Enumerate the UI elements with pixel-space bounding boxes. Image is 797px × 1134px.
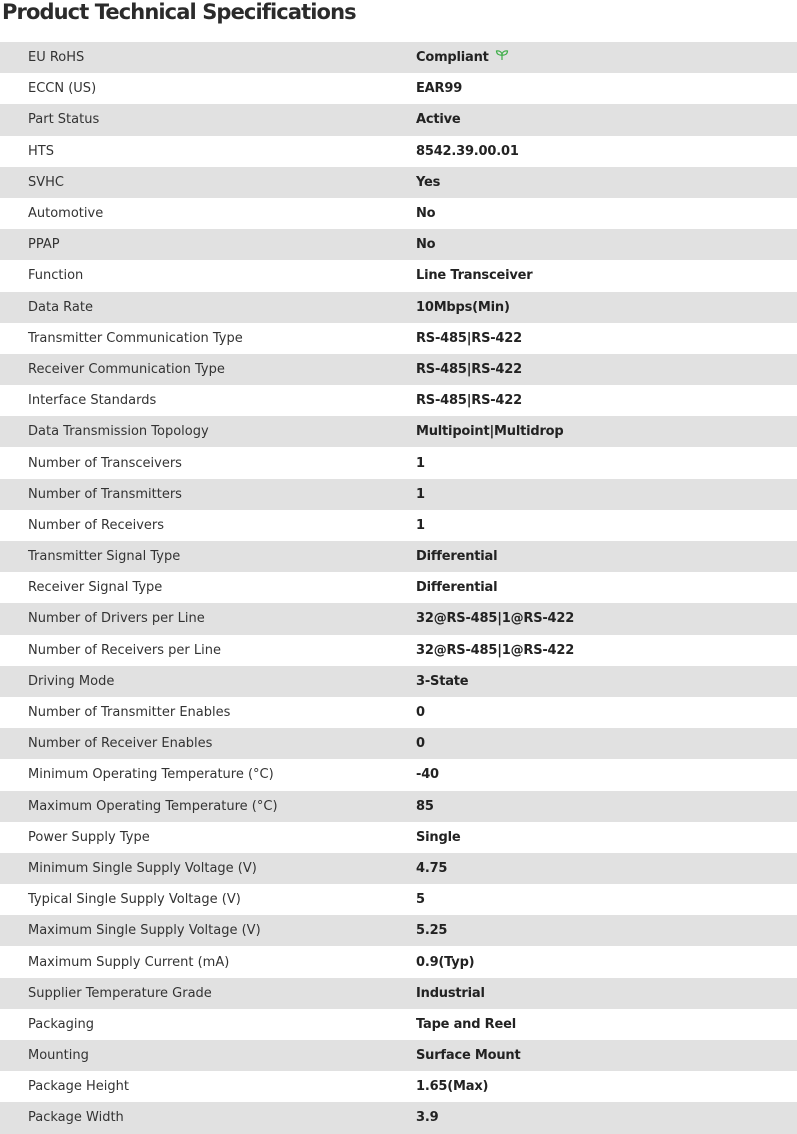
table-row <box>0 1040 797 1071</box>
spec-value-cell <box>416 884 797 915</box>
spec-value-cell <box>416 978 797 1009</box>
spec-label: Receiver Signal Type <box>28 580 163 596</box>
spec-value-cell <box>416 666 797 697</box>
table-row <box>0 510 797 541</box>
spec-value: 1 <box>416 486 425 502</box>
table-row <box>0 104 797 135</box>
spec-value: 4.75 <box>416 860 448 876</box>
table-row <box>0 635 797 666</box>
spec-value: 0 <box>416 705 425 721</box>
spec-value: Surface Mount <box>416 1048 521 1064</box>
spec-value: RS-485|RS-422 <box>416 330 522 346</box>
table-row <box>0 666 797 697</box>
spec-value-cell <box>416 73 797 104</box>
spec-value: Tape and Reel <box>416 1016 516 1032</box>
spec-value: Industrial <box>416 985 485 1001</box>
table-row <box>0 791 797 822</box>
spec-label: Transmitter Signal Type <box>28 549 181 565</box>
table-row <box>0 73 797 104</box>
spec-value-cell <box>416 853 797 884</box>
table-row <box>0 292 797 323</box>
spec-label: HTS <box>28 143 54 159</box>
spec-value-cell <box>416 447 797 478</box>
spec-label: Number of Transmitter Enables <box>28 705 231 721</box>
spec-label: Packaging <box>28 1016 94 1032</box>
table-row <box>0 42 797 73</box>
table-row <box>0 728 797 759</box>
spec-label: Package Height <box>28 1079 129 1095</box>
spec-value-cell <box>416 728 797 759</box>
spec-value: Line Transceiver <box>416 268 533 284</box>
spec-value: 5 <box>416 892 425 908</box>
spec-label: PPAP <box>28 237 60 253</box>
spec-label: Data Transmission Topology <box>28 424 209 440</box>
spec-value: RS-485|RS-422 <box>416 393 522 409</box>
spec-label: Function <box>28 268 84 284</box>
table-row <box>0 946 797 977</box>
spec-value: 85 <box>416 798 434 814</box>
table-row <box>0 697 797 728</box>
table-row <box>0 479 797 510</box>
table-row <box>0 167 797 198</box>
spec-value-cell <box>416 915 797 946</box>
spec-value: 3-State <box>416 673 469 689</box>
spec-label: Automotive <box>28 206 104 222</box>
spec-label: Maximum Supply Current (mA) <box>28 954 230 970</box>
spec-label: Receiver Communication Type <box>28 361 225 377</box>
page-title: Product Technical Specifications <box>2 0 356 24</box>
spec-value: Differential <box>416 549 498 565</box>
spec-value: 8542.39.00.01 <box>416 143 519 159</box>
spec-value: 3.9 <box>416 1110 439 1126</box>
spec-value: Differential <box>416 580 498 596</box>
table-row <box>0 229 797 260</box>
table-row <box>0 759 797 790</box>
spec-value-cell <box>416 1102 797 1133</box>
spec-value-cell <box>416 42 797 73</box>
spec-value: 1 <box>416 455 425 471</box>
spec-value-cell <box>416 479 797 510</box>
spec-label: Number of Transmitters <box>28 486 182 502</box>
spec-label: Number of Receiver Enables <box>28 736 213 752</box>
spec-value: 0 <box>416 736 425 752</box>
spec-value: Yes <box>416 174 441 190</box>
spec-value-cell <box>416 229 797 260</box>
table-row <box>0 603 797 634</box>
spec-value-cell <box>416 635 797 666</box>
spec-value-cell <box>416 136 797 167</box>
table-row <box>0 323 797 354</box>
spec-label: EU RoHS <box>28 50 85 66</box>
spec-value-cell <box>416 791 797 822</box>
spec-table-body <box>0 42 797 1134</box>
table-row <box>0 1071 797 1102</box>
table-row <box>0 354 797 385</box>
spec-value-cell <box>416 510 797 541</box>
spec-label: Number of Receivers <box>28 517 165 533</box>
table-row <box>0 541 797 572</box>
spec-value-cell <box>416 198 797 229</box>
spec-value: 32@RS-485|1@RS-422 <box>416 642 575 658</box>
table-row <box>0 572 797 603</box>
spec-value-cell <box>416 416 797 447</box>
spec-label: Interface Standards <box>28 393 157 409</box>
spec-value-cell <box>416 354 797 385</box>
table-row <box>0 884 797 915</box>
spec-value-cell <box>416 697 797 728</box>
spec-label: Power Supply Type <box>28 829 150 845</box>
spec-label: Package Width <box>28 1110 124 1126</box>
table-row <box>0 198 797 229</box>
spec-label: Transmitter Communication Type <box>28 330 243 346</box>
spec-label: Supplier Temperature Grade <box>28 985 212 1001</box>
spec-value: 5.25 <box>416 923 448 939</box>
spec-value-cell <box>416 822 797 853</box>
spec-value: EAR99 <box>416 81 463 97</box>
spec-value-cell <box>416 603 797 634</box>
spec-value: 10Mbps(Min) <box>416 299 510 315</box>
spec-value-cell <box>416 946 797 977</box>
spec-value-cell <box>416 292 797 323</box>
spec-value-cell <box>416 260 797 291</box>
spec-label: Number of Drivers per Line <box>28 611 205 627</box>
spec-label: Data Rate <box>28 299 93 315</box>
table-row <box>0 978 797 1009</box>
spec-label: Driving Mode <box>28 673 115 689</box>
spec-label: Mounting <box>28 1048 89 1064</box>
spec-value: No <box>416 237 436 253</box>
table-row <box>0 822 797 853</box>
spec-label: ECCN (US) <box>28 81 97 97</box>
spec-value: 0.9(Typ) <box>416 954 475 970</box>
spec-value-cell <box>416 167 797 198</box>
table-row <box>0 1009 797 1040</box>
spec-value: Single <box>416 829 461 845</box>
table-row <box>0 915 797 946</box>
spec-value-cell <box>416 385 797 416</box>
table-row <box>0 385 797 416</box>
spec-label: Number of Receivers per Line <box>28 642 221 658</box>
spec-value: RS-485|RS-422 <box>416 361 522 377</box>
spec-value: Active <box>416 112 461 128</box>
spec-value: 1.65(Max) <box>416 1079 489 1095</box>
spec-value-cell <box>416 1009 797 1040</box>
spec-label: Minimum Operating Temperature (°C) <box>28 767 274 783</box>
table-row <box>0 416 797 447</box>
table-row <box>0 260 797 291</box>
spec-value: Multipoint|Multidrop <box>416 424 564 440</box>
spec-label: Typical Single Supply Voltage (V) <box>28 892 241 908</box>
spec-value: Compliant <box>416 50 489 66</box>
spec-label: Maximum Single Supply Voltage (V) <box>28 923 261 939</box>
spec-value: -40 <box>416 767 439 783</box>
spec-value: 32@RS-485|1@RS-422 <box>416 611 575 627</box>
leaf-icon <box>495 49 509 65</box>
spec-value-cell <box>416 1040 797 1071</box>
table-row <box>0 136 797 167</box>
table-row <box>0 853 797 884</box>
spec-value-cell <box>416 572 797 603</box>
table-row <box>0 447 797 478</box>
table-row <box>0 1102 797 1133</box>
spec-label: SVHC <box>28 174 64 190</box>
spec-value-cell <box>416 541 797 572</box>
spec-value-cell <box>416 104 797 135</box>
spec-label: Number of Transceivers <box>28 455 182 471</box>
spec-label: Minimum Single Supply Voltage (V) <box>28 860 257 876</box>
spec-value-cell <box>416 759 797 790</box>
spec-value-cell <box>416 323 797 354</box>
spec-value-cell <box>416 1071 797 1102</box>
spec-label: Maximum Operating Temperature (°C) <box>28 798 278 814</box>
spec-value: 1 <box>416 517 425 533</box>
spec-label: Part Status <box>28 112 100 128</box>
spec-table <box>0 42 797 1134</box>
spec-value: No <box>416 206 436 222</box>
